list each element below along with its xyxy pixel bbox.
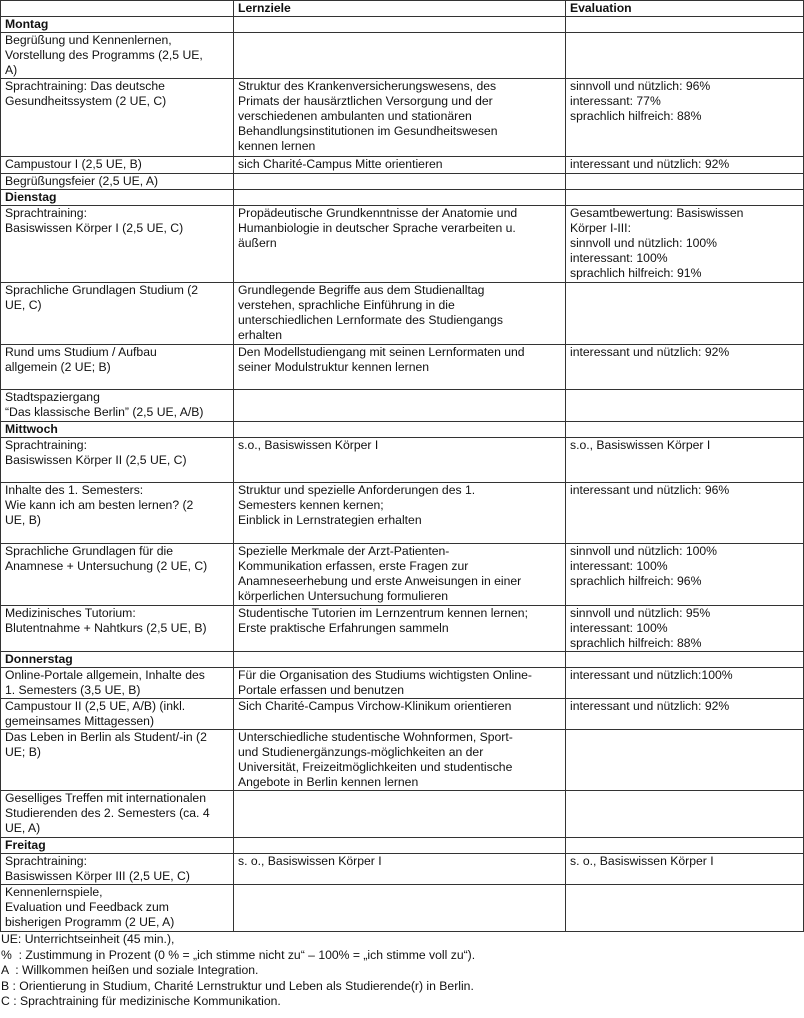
table-row xyxy=(1,791,804,838)
table-row xyxy=(1,79,804,157)
learning-goals-cell xyxy=(234,174,566,190)
learning-goals-cell: Sich Charité-Campus Virchow-Klinikum orientieren xyxy=(234,699,566,730)
table-row xyxy=(1,483,804,544)
table-row xyxy=(1,885,804,932)
session-cell: Sprachtraining: Basiswissen Körper I (2,5 UE, C) xyxy=(1,206,234,283)
learning-goals-cell: Unterschiedliche studentische Wohnformen, Sport- und Studienergänzungs-möglichkeiten an der Universität, Freizeitmöglichkeiten und studentische Angebote in Berlin kennen lernen xyxy=(234,730,566,791)
evaluation-cell: interessant und nützlich: 92% xyxy=(566,157,804,174)
legend-note: B : Orientierung in Studium, Charité Lernstruktur und Leben als Studierende(r) in Berlin. xyxy=(1,978,474,993)
learning-goals-cell: s. o., Basiswissen Körper I xyxy=(234,854,566,885)
table-row xyxy=(1,730,804,791)
day-row xyxy=(1,838,804,854)
header-evaluation: Evaluation xyxy=(566,1,804,17)
table-header-row xyxy=(1,1,804,17)
legend-note: A : Willkommen heißen und soziale Integration. xyxy=(1,963,259,977)
session-cell: Campustour I (2,5 UE, B) xyxy=(1,157,234,174)
evaluation-cell: interessant und nützlich:100% xyxy=(566,668,804,699)
session-cell: Geselliges Treffen mit internationalen Studierenden des 2. Semesters (ca. 4 UE, A) xyxy=(1,791,234,838)
session-cell: Begrüßung und Kennenlernen, Vorstellung des Programms (2,5 UE, A) xyxy=(1,33,234,79)
learning-goals-cell: Den Modellstudiengang mit seinen Lernformaten und seiner Modulstruktur kennen lernen xyxy=(234,345,566,390)
table-row xyxy=(1,206,804,283)
day-label: Donnerstag xyxy=(1,652,234,668)
session-cell: Sprachtraining: Basiswissen Körper III (2,5 UE, C) xyxy=(1,854,234,885)
legend-note: % : Zustimmung in Prozent (0 % = „ich stimme nicht zu“ – 100% = „ich stimme voll zu“). xyxy=(1,947,476,962)
learning-goals-cell: Struktur des Krankenversicherungswesens, des Primats der hausärztlichen Versorgung und der verschiedenen ambulanten und stationären Behandlungsinstitutionen im Gesundheitswesen kennen lernen xyxy=(234,79,566,157)
session-cell: Stadtspaziergang “Das klassische Berlin” (2,5 UE, A/B) xyxy=(1,390,234,422)
day-row xyxy=(1,190,804,206)
day-row xyxy=(1,422,804,438)
evaluation-cell: Gesamtbewertung: Basiswissen Körper I-III: sinnvoll und nützlich: 100% interessant: 100% sprachlich hilfreich: 91% xyxy=(566,206,804,283)
header-session xyxy=(1,1,234,17)
session-cell: Begrüßungsfeier (2,5 UE, A) xyxy=(1,174,234,190)
day-row-eval-empty xyxy=(566,17,804,33)
table-row xyxy=(1,345,804,390)
session-cell: Campustour II (2,5 UE, A/B) (inkl. gemeinsames Mittagessen) xyxy=(1,699,234,730)
evaluation-cell: interessant und nützlich: 92% xyxy=(566,345,804,390)
evaluation-cell xyxy=(566,174,804,190)
day-row xyxy=(1,17,804,33)
evaluation-cell xyxy=(566,885,804,932)
table-row xyxy=(1,544,804,606)
evaluation-cell xyxy=(566,283,804,345)
session-cell: Inhalte des 1. Semesters: Wie kann ich am besten lernen? (2 UE, B) xyxy=(1,483,234,544)
session-cell: Sprachtraining: Basiswissen Körper II (2,5 UE, C) xyxy=(1,438,234,483)
day-label: Montag xyxy=(1,17,234,33)
day-row-goals-empty xyxy=(234,422,566,438)
learning-goals-cell xyxy=(234,791,566,838)
learning-goals-cell: Grundlegende Begriffe aus dem Studienalltag verstehen, sprachliche Einführung in die unterschiedlichen Lernformate des Studiengangs erhalten xyxy=(234,283,566,345)
day-row-goals-empty xyxy=(234,652,566,668)
session-cell: Das Leben in Berlin als Student/-in (2 UE; B) xyxy=(1,730,234,791)
legend-notes xyxy=(0,932,804,1010)
day-label: Freitag xyxy=(1,838,234,854)
session-cell: Online-Portale allgemein, Inhalte des 1. Semesters (3,5 UE, B) xyxy=(1,668,234,699)
learning-goals-cell: Studentische Tutorien im Lernzentrum kennen lernen; Erste praktische Erfahrungen sammeln xyxy=(234,606,566,652)
table-row xyxy=(1,438,804,483)
evaluation-cell: sinnvoll und nützlich: 100% interessant: 100% sprachlich hilfreich: 96% xyxy=(566,544,804,606)
header-learning-goals: Lernziele xyxy=(234,1,566,17)
day-row-goals-empty xyxy=(234,838,566,854)
evaluation-cell xyxy=(566,390,804,422)
evaluation-cell xyxy=(566,791,804,838)
learning-goals-cell xyxy=(234,885,566,932)
evaluation-cell: s.o., Basiswissen Körper I xyxy=(566,438,804,483)
session-cell: Sprachliche Grundlagen Studium (2 UE, C) xyxy=(1,283,234,345)
table-body xyxy=(1,17,804,932)
day-row xyxy=(1,652,804,668)
day-row-eval-empty xyxy=(566,422,804,438)
day-label: Dienstag xyxy=(1,190,234,206)
table-row xyxy=(1,157,804,174)
learning-goals-cell: s.o., Basiswissen Körper I xyxy=(234,438,566,483)
evaluation-cell: sinnvoll und nützlich: 95% interessant: 100% sprachlich hilfreich: 88% xyxy=(566,606,804,652)
day-row-goals-empty xyxy=(234,17,566,33)
session-cell: Medizinisches Tutorium: Blutentnahme + Nahtkurs (2,5 UE, B) xyxy=(1,606,234,652)
evaluation-cell: s. o., Basiswissen Körper I xyxy=(566,854,804,885)
learning-goals-cell: sich Charité-Campus Mitte orientieren xyxy=(234,157,566,174)
day-row-goals-empty xyxy=(234,190,566,206)
learning-goals-cell: Propädeutische Grundkenntnisse der Anatomie und Humanbiologie in deutscher Sprache verarbeiten u. äußern xyxy=(234,206,566,283)
table-row xyxy=(1,33,804,79)
learning-goals-cell: Spezielle Merkmale der Arzt-Patienten- Kommunikation erfassen, erste Fragen zur Anamneseerhebung und erste Anweisungen in einer körperlichen Untersuchung formulieren xyxy=(234,544,566,606)
evaluation-cell: sinnvoll und nützlich: 96% interessant: 77% sprachlich hilfreich: 88% xyxy=(566,79,804,157)
day-label: Mittwoch xyxy=(1,422,234,438)
session-cell: Sprachliche Grundlagen für die Anamnese + Untersuchung (2 UE, C) xyxy=(1,544,234,606)
legend-note: C : Sprachtraining für medizinische Kommunikation. xyxy=(1,994,281,1008)
table-row xyxy=(1,668,804,699)
learning-goals-cell: Struktur und spezielle Anforderungen des 1. Semesters kennen kernen; Einblick in Lernstrategien erhalten xyxy=(234,483,566,544)
evaluation-cell: interessant und nützlich: 92% xyxy=(566,699,804,730)
learning-goals-cell xyxy=(234,33,566,79)
table-row xyxy=(1,699,804,730)
evaluation-cell xyxy=(566,730,804,791)
day-row-eval-empty xyxy=(566,190,804,206)
table-row xyxy=(1,606,804,652)
session-cell: Sprachtraining: Das deutsche Gesundheitssystem (2 UE, C) xyxy=(1,79,234,157)
day-row-eval-empty xyxy=(566,652,804,668)
learning-goals-cell: Für die Organisation des Studiums wichtigsten Online- Portale erfassen und benutzen xyxy=(234,668,566,699)
table-row xyxy=(1,854,804,885)
table-row xyxy=(1,174,804,190)
session-cell: Kennenlernspiele, Evaluation und Feedback zum bisherigen Programm (2 UE, A) xyxy=(1,885,234,932)
session-cell: Rund ums Studium / Aufbau allgemein (2 UE; B) xyxy=(1,345,234,390)
legend-note: UE: Unterrichtseinheit (45 min.), xyxy=(1,932,175,946)
learning-goals-cell xyxy=(234,390,566,422)
day-row-eval-empty xyxy=(566,838,804,854)
table-row xyxy=(1,390,804,422)
evaluation-cell xyxy=(566,33,804,79)
table-row xyxy=(1,283,804,345)
evaluation-cell: interessant und nützlich: 96% xyxy=(566,483,804,544)
